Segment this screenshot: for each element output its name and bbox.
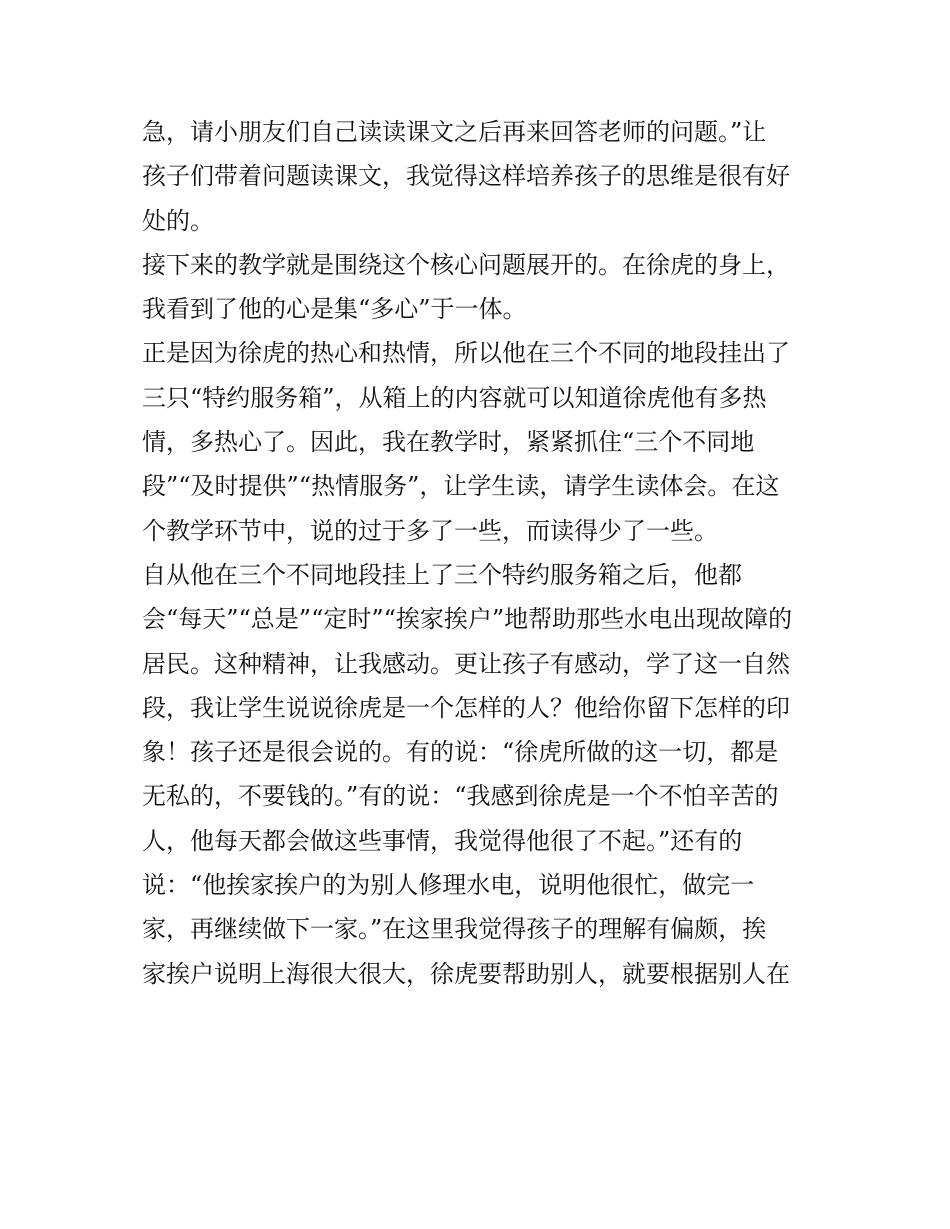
text-line: 急，请小朋友们自己读读课文之后再来回答老师的问题。”让	[142, 118, 767, 146]
text-line: 家，再继续做下一家。”在这里我觉得孩子的理解有偏颇，挨	[142, 915, 767, 944]
text-line: 段”“及时提供”“热情服务”，让学生读，请学生读体会。在这	[142, 472, 780, 501]
text-line: 我看到了他的心是集“多心”于一体。	[142, 295, 527, 324]
text-line: 正是因为徐虎的热心和热情，所以他在三个不同的地段挂出了	[142, 339, 790, 368]
body-text	[142, 110, 812, 996]
text-line: 会“每天”“总是”“定时”“挨家挨户”地帮助那些水电出现故障的	[142, 605, 793, 634]
text-line: 说：“他挨家挨户的为别人修理水电，说明他很忙，做完一	[142, 871, 755, 900]
text-line: 个教学环节中，说的过于多了一些，而读得少了一些。	[142, 516, 718, 545]
text-line: 自从他在三个不同地段挂上了三个特约服务箱之后，他都	[142, 560, 742, 589]
text-line: 情，多热心了。因此，我在教学时，紧紧抓住“三个不同地	[142, 428, 755, 457]
text-line: 人，他每天都会做这些事情，我觉得他很了不起。”还有的	[142, 826, 743, 855]
text-line: 象！孩子还是很会说的。有的说：“徐虎所做的这一切，都是	[142, 738, 779, 767]
text-line: 家挨户说明上海很大很大，徐虎要帮助别人，就要根据别人在	[142, 959, 790, 988]
text-line: 孩子们带着问题读课文，我觉得这样培养孩子的思维是很有好	[142, 162, 790, 191]
text-line: 处的。	[142, 206, 214, 235]
text-line: 三只“特约服务箱”，从箱上的内容就可以知道徐虎他有多热	[142, 383, 767, 412]
text-line: 接下来的教学就是围绕这个核心问题展开的。在徐虎的身上，	[142, 250, 790, 279]
text-line: 段，我让学生说说徐虎是一个怎样的人？他给你留下怎样的印	[142, 693, 790, 722]
text-line: 居民。这种精神，让我感动。更让孩子有感动，学了这一自然	[142, 649, 790, 678]
text-line: 无私的，不要钱的。”有的说：“我感到徐虎是一个不怕辛苦的	[142, 782, 779, 811]
